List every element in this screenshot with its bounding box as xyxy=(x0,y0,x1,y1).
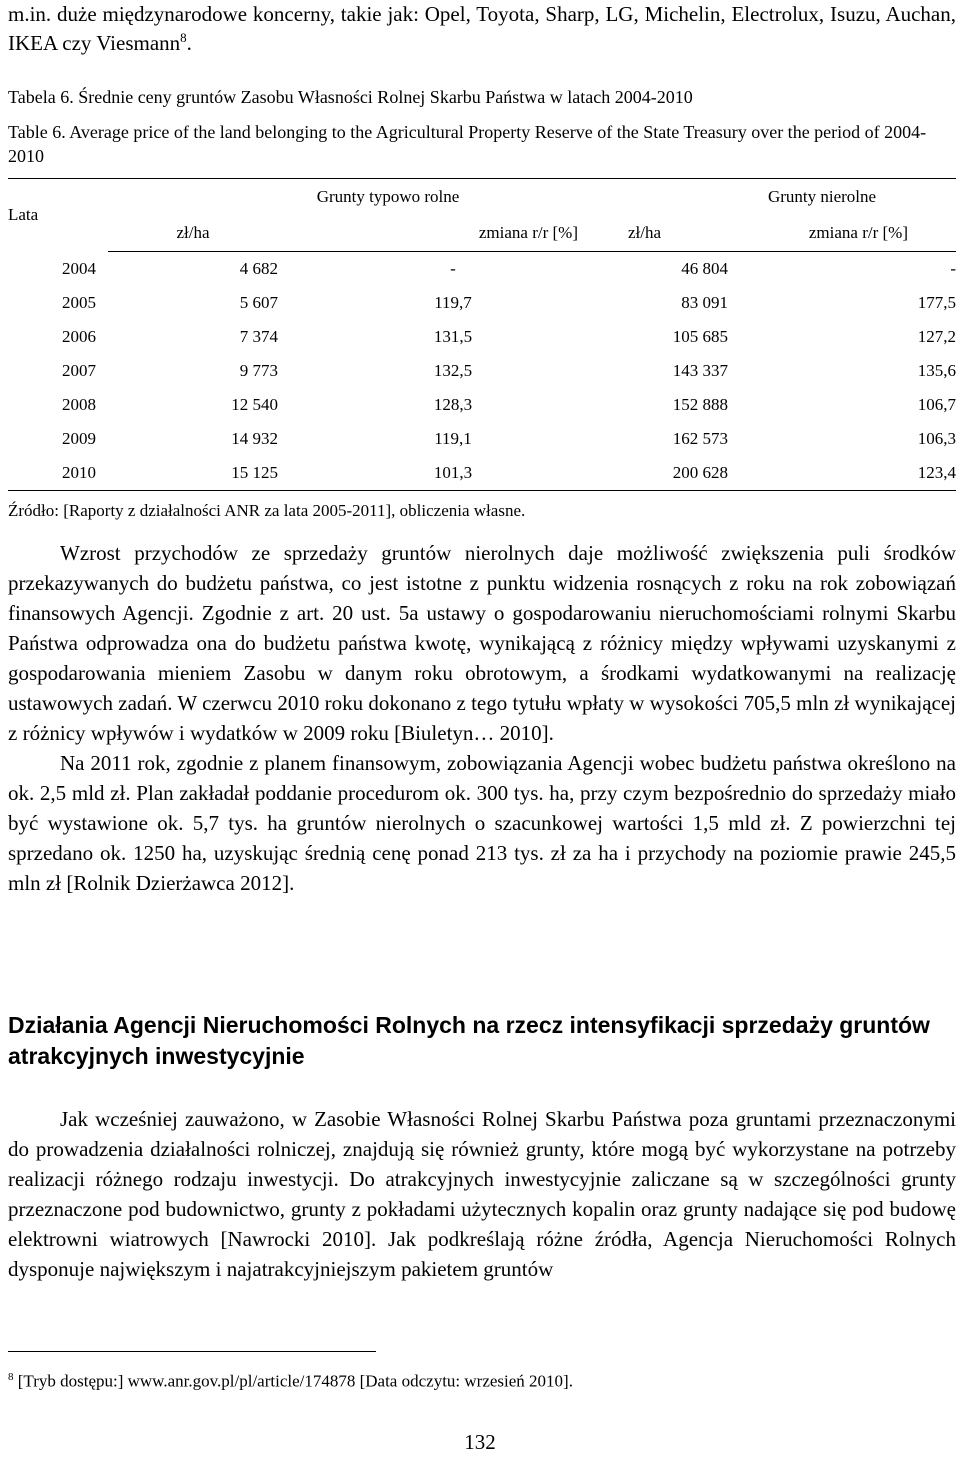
paragraph: Jak wcześniej zauważono, w Zasobie Własności Rolnej Skarbu Państwa poza gruntami przeznaczonymi do prowadzenia działalności rolniczej, znajdują się również grunty, które mogą być wykorzystane na potrzeby realizacji różnego rodzaju inwestycji. Do atrakcyjnych inwestycyjnie zaliczane są w szczególności grunty przeznaczone pod budownictwo, grunty z pokładami użytecznych kopalin oraz grunty nadające się pod budowę elektrowni wiatrowych [Nawrocki 2010]. Jak podkreślają różne źródła, Agencja Nieruchomości Rolnych dysponuje największym i najatrakcyjniejszym pakietem gruntów xyxy=(8,1107,956,1281)
table-row xyxy=(8,252,956,287)
cell-year: 2005 xyxy=(62,293,96,312)
cell-year: 2004 xyxy=(62,258,96,278)
cell-agri-change: 119,1 xyxy=(434,429,472,448)
cell-agri-change: 131,5 xyxy=(433,327,473,346)
top-paragraph-end: . xyxy=(186,31,192,55)
cell-agri-change: 128,3 xyxy=(433,395,473,414)
table-row xyxy=(8,422,956,456)
cell-nonagri-price: 162 573 xyxy=(672,429,728,448)
cell-year: 2010 xyxy=(8,456,108,491)
cell-agri-price: 5 607 xyxy=(239,293,278,312)
cell-agri-price: 12 540 xyxy=(231,395,278,414)
footnote-number: 8 xyxy=(8,1371,14,1383)
table-row xyxy=(8,388,956,422)
cell-nonagri-price: 200 628 xyxy=(628,456,728,491)
top-paragraph-text: m.in. duże międzynarodowe koncerny, takie jak: Opel, Toyota, Sharp, LG, Michelin, Electrolux, Isuzu, Auchan, IKEA czy Viesmann xyxy=(8,2,956,55)
cell-year: 2008 xyxy=(62,395,96,414)
header-nonagri-price: zł/ha xyxy=(628,215,728,252)
cell-nonagri-change: 106,3 xyxy=(917,429,956,448)
cell-nonagri-price: 46 804 xyxy=(681,259,728,278)
paragraph: Wzrost przychodów ze sprzedaży gruntów nierolnych daje możliwość zwiększenia puli środków przekazywanych do budżetu państwa, co jest istotne z punktu widzenia rosnących z roku na rok zobowiązań finansowych Agencji. Zgodnie z art. 20 ust. 5a ustawy o gospodarowaniu nieruchomościami rolnymi Skarbu Państwa odprowadza ona do budżetu państwa kwotę, wynikającą z różnicy między wpływami uzyskanymi z gospodarowania mieniem Zasobu w danym roku obrotowym, a środkami wydatkowanymi na realizację ustawowych zadań. W czerwcu 2010 roku dokonano z tego tytułu wpłaty w wysokości 705,5 mln zł wynikającej z różnicy wpływów i wydatków w 2009 roku [Biuletyn… 2010]. xyxy=(8,541,956,745)
header-lata: Lata xyxy=(8,179,108,252)
header-agri-change: zmiana r/r [%] xyxy=(278,215,628,252)
table-source-note: Źródło: [Raporty z działalności ANR za lata 2005-2011], obliczenia własne. xyxy=(8,501,526,520)
body-section-a xyxy=(8,538,956,898)
land-price-table xyxy=(8,178,956,491)
cell-agri-change: 132,5 xyxy=(433,361,473,380)
footnote-reference[interactable]: 8 xyxy=(180,30,187,45)
cell-agri-change: 119,7 xyxy=(434,293,472,312)
cell-nonagri-change: 135,6 xyxy=(917,361,956,380)
cell-year: 2007 xyxy=(62,361,96,380)
cell-nonagri-change: 106,7 xyxy=(917,395,956,414)
table-row xyxy=(8,286,956,320)
table-caption-english: Table 6. Average price of the land belonging to the Agricultural Property Reserve of the State Treasury over the period of 2004-2010 xyxy=(8,122,927,166)
cell-nonagri-change: 177,5 xyxy=(917,293,956,312)
top-paragraph xyxy=(8,0,956,58)
cell-nonagri-price: 83 091 xyxy=(681,293,728,312)
footnote xyxy=(8,1366,573,1393)
header-agri-price: zł/ha xyxy=(108,215,278,252)
cell-agri-price: 9 773 xyxy=(239,361,278,380)
cell-agri-price: 7 374 xyxy=(239,327,278,346)
table-body xyxy=(8,252,956,491)
cell-agri-price: 14 932 xyxy=(231,429,278,448)
cell-nonagri-change: - xyxy=(950,259,956,278)
body-section-b xyxy=(8,1104,956,1284)
cell-agri-price: 15 125 xyxy=(108,456,278,491)
table-caption-polish: Tabela 6. Średnie ceny gruntów Zasobu Własności Rolnej Skarbu Państwa w latach 2004-2010 xyxy=(8,87,693,107)
paragraph: Na 2011 rok, zgodnie z planem finansowym, zobowiązania Agencji wobec budżetu państwa określono na ok. 2,5 mld zł. Plan zakładał poddanie procedurom ok. 300 tys. ha, przy czym bezpośrednio do sprzedaży miało być wystawione ok. 5,7 tys. ha gruntów nierolnych o szacunkowej wartości 1,5 mld zł. Z powierzchni tej sprzedano ok. 1250 ha, uzyskując średnią cenę ponad 213 tys. zł za ha i przychody na poziomie prawie 245,5 mln zł [Rolnik Dzierżawca 2012]. xyxy=(8,751,956,895)
cell-agri-price: 4 682 xyxy=(239,259,278,278)
table-row xyxy=(8,320,956,354)
cell-nonagri-price: 143 337 xyxy=(672,361,728,380)
cell-nonagri-change: 127,2 xyxy=(917,327,956,346)
cell-agri-change: - xyxy=(450,259,456,278)
cell-nonagri-change: 123,4 xyxy=(728,456,956,491)
cell-year: 2006 xyxy=(62,327,96,346)
header-group-agricultural: Grunty typowo rolne xyxy=(108,179,628,216)
cell-nonagri-price: 152 888 xyxy=(672,395,728,414)
table-row xyxy=(8,354,956,388)
cell-agri-change: 101,3 xyxy=(278,456,628,491)
page-number: 132 xyxy=(464,1430,496,1454)
cell-year: 2009 xyxy=(62,429,96,448)
section-heading: Działania Agencji Nieruchomości Rolnych na rzecz intensyfikacji sprzedaży gruntów atrakcyjnych inwestycyjnie xyxy=(8,1012,930,1069)
footnote-text: [Tryb dostępu:] www.anr.gov.pl/pl/article/174878 [Data odczytu: wrzesień 2010]. xyxy=(13,1371,573,1391)
header-nonagri-change: zmiana r/r [%] xyxy=(728,215,956,252)
table-row xyxy=(8,456,956,491)
header-group-nonagricultural: Grunty nierolne xyxy=(628,179,956,216)
cell-nonagri-price: 105 685 xyxy=(672,327,728,346)
footnote-divider xyxy=(8,1351,376,1352)
